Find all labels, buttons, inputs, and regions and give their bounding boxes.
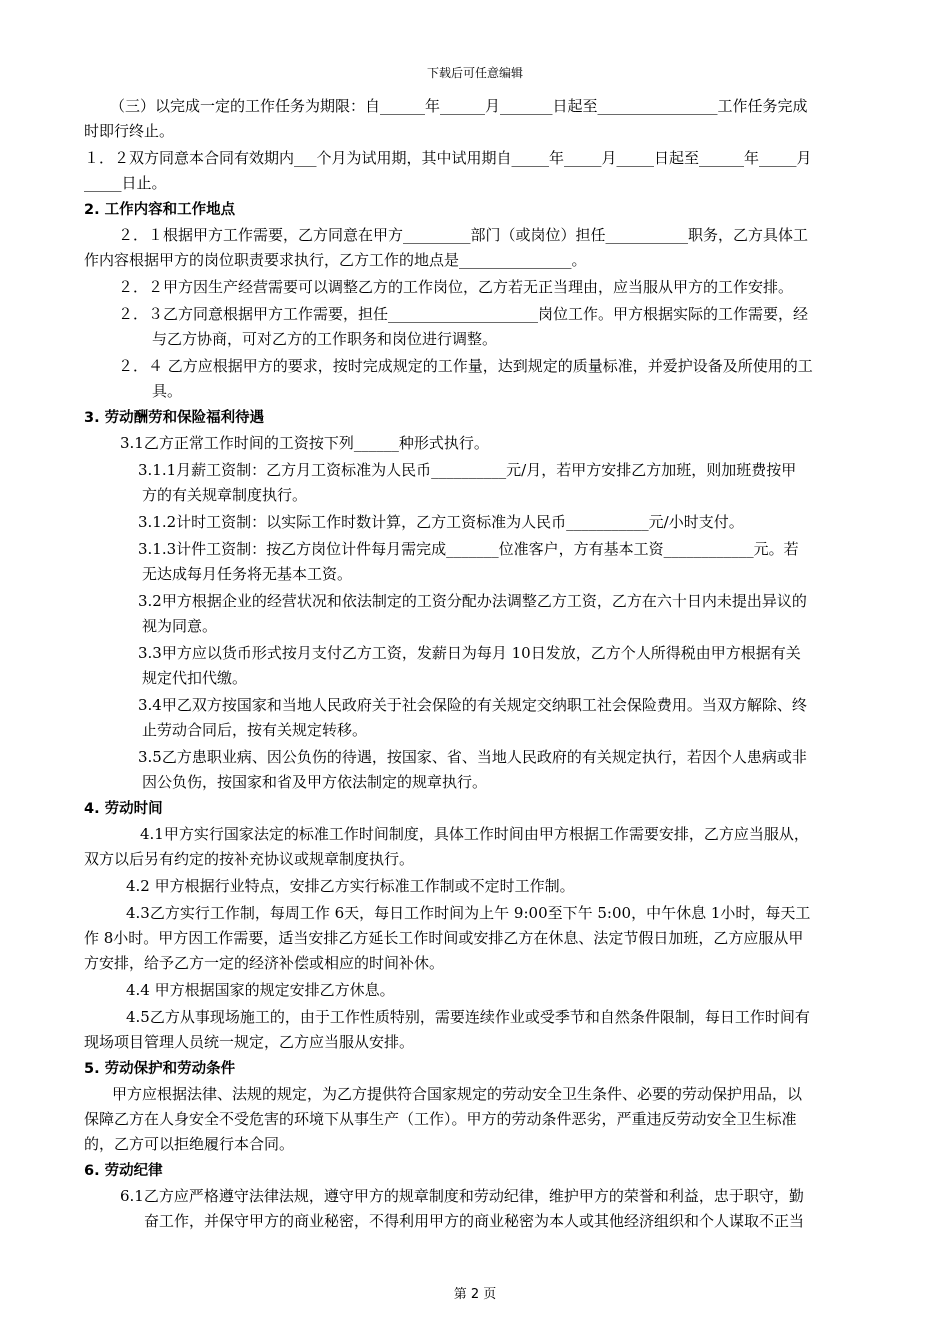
text-line: 6.1乙方应严格遵守法律法规，遵守甲方的规章制度和劳动纪律，维护甲方的荣誉和利益，忠于职守，勤 (120, 1187, 804, 1205)
text-line: 3.3甲方应以货币形式按月支付乙方工资，发薪日为每月 10日发放，乙方个人所得税由甲方根据有关 (138, 644, 801, 662)
text-line: ２．４ 乙方应根据甲方的要求，按时完成规定的工作量，达到规定的质量标准，并爱护设备及所使用的工 (118, 357, 813, 375)
text-line: 3.2甲方根据企业的经营状况和依法制定的工资分配办法调整乙方工资，乙方在六十日内未提出异议的 (138, 592, 807, 610)
text-line: 双方以后另有约定的按补充协议或规章制度执行。 (84, 850, 415, 868)
clause-1-2 (84, 146, 890, 196)
text-line: 3.1乙方正常工作时间的工资按下列______种形式执行。 (120, 434, 489, 452)
text-line: 4.2 甲方根据行业特点，安排乙方实行标准工作制或不定时工作制。 (126, 877, 575, 895)
text-line: 方的有关规章制度执行。 (142, 486, 308, 504)
clause-3-1-3 (84, 537, 890, 587)
section-heading-5: 5. 劳动保护和劳动条件 (84, 1061, 236, 1077)
clause-3-2 (84, 589, 890, 639)
clause-3-5 (84, 745, 890, 795)
clause-4-5 (84, 1005, 890, 1055)
contract-body (84, 94, 890, 1236)
text-line: 方安排，给予乙方一定的经济补偿或相应的时间补休。 (84, 954, 445, 972)
section-heading-3: 3. 劳动酬劳和保险福利待遇 (84, 410, 265, 426)
text-line: 3.1.3计件工资制：按乙方岗位计件每月需完成_______位准客户，方有基本工资____________元。若 (138, 540, 799, 558)
clause-3-1 (84, 431, 890, 456)
clause-4-3 (84, 901, 890, 976)
page-number: 第 2 页 (453, 1287, 497, 1302)
text-line: 具。 (152, 382, 183, 400)
clause-2-1 (84, 223, 890, 273)
page-header: 下载后可任意编辑 (426, 66, 523, 80)
text-line: _____日止。 (84, 174, 167, 192)
clause-3-4 (84, 693, 890, 743)
text-line: 3.5乙方患职业病、因公负伤的待遇，按国家、省、当地人民政府的有关规定执行，若因个人患病或非 (138, 748, 807, 766)
section-heading-4: 4. 劳动时间 (84, 801, 163, 817)
text-line: 4.5乙方从事现场施工的，由于工作性质特别，需要连续作业或受季节和自然条件限制，每日工作时间有 (126, 1008, 810, 1026)
text-line: 与乙方协商，可对乙方的工作职务和岗位进行调整。 (152, 330, 498, 348)
text-line: 甲方应根据法律、法规的规定，为乙方提供符合国家规定的劳动安全卫生条件、必要的劳动保护用品，以 (112, 1085, 803, 1103)
text-line: ２．２甲方因生产经营需要可以调整乙方的工作岗位，乙方若无正当理由，应当服从甲方的工作安排。 (118, 278, 794, 296)
text-line: （三）以完成一定的工作任务为期限：自______年______月_______日起至________________工作任务完成 (110, 97, 808, 115)
text-line: 无达成每月任务将无基本工资。 (142, 565, 353, 583)
clause-4-2 (84, 874, 890, 899)
text-line: 4.3乙方实行工作制，每周工作 6天，每日工作时间为上午 9:00至下午 5:00，中午休息 1小时，每天工 (126, 904, 811, 922)
clause-4-1 (84, 822, 890, 872)
clause-2-2 (84, 275, 890, 300)
section-heading-6: 6. 劳动纪律 (84, 1163, 163, 1179)
text-line: 奋工作，并保守甲方的商业秘密，不得利用甲方的商业秘密为本人或其他经济组织和个人谋取不正当 (144, 1212, 805, 1230)
clause-2-4 (84, 354, 890, 404)
text-line: ２．１根据甲方工作需要，乙方同意在甲方_________部门（或岗位）担任___________职务，乙方具体工 (118, 226, 809, 244)
clause-3-1-1 (84, 458, 890, 508)
text-line: 作内容根据甲方的岗位职责要求执行，乙方工作的地点是_______________。 (84, 251, 587, 269)
text-line: 时即行终止。 (84, 122, 175, 140)
text-line: 4.1甲方实行国家法定的标准工作时间制度，具体工作时间由甲方根据工作需要安排，乙方应当服从， (140, 825, 809, 843)
text-line: 现场项目管理人员统一规定，乙方应当服从安排。 (84, 1033, 415, 1051)
clause-2-3 (84, 302, 890, 352)
text-line: 保障乙方在人身安全不受危害的环境下从事生产（工作）。甲方的劳动条件恶劣，严重违反劳动安全卫生标准 (84, 1110, 797, 1128)
text-line: １．２双方同意本合同有效期内___个月为试用期，其中试用期自_____年_____月_____日起至______年_____月 (84, 149, 812, 167)
text-line: 作 8小时。甲方因工作需要，适当安排乙方延长工作时间或安排乙方在休息、法定节假日加班，乙方应服从甲 (84, 929, 804, 947)
clause-4-4 (84, 978, 890, 1003)
clause-1-3 (84, 94, 890, 144)
text-line: 3.4甲乙双方按国家和当地人民政府关于社会保险的有关规定交纳职工社会保险费用。当双方解除、终 (138, 696, 807, 714)
text-line: 3.1.2计时工资制：以实际工作时数计算，乙方工资标准为人民币___________元/小时支付。 (138, 513, 744, 531)
section-heading-2: 2. 工作内容和工作地点 (84, 202, 236, 218)
text-line: 止劳动合同后，按有关规定转移。 (142, 721, 368, 739)
text-line: 4.4 甲方根据国家的规定安排乙方休息。 (126, 981, 395, 999)
clause-6-1 (84, 1184, 890, 1234)
clause-5 (84, 1082, 890, 1157)
text-line: 3.1.1月薪工资制：乙方月工资标准为人民币__________元/月，若甲方安排乙方加班，则加班费按甲 (138, 461, 797, 479)
text-line: ２．３乙方同意根据甲方工作需要，担任____________________岗位工作。甲方根据实际的工作需要，经 (118, 305, 809, 323)
clause-3-3 (84, 641, 890, 691)
text-line: 因公负伤，按国家和省及甲方依法制定的规章执行。 (142, 773, 488, 791)
text-line: 规定代扣代缴。 (142, 669, 248, 687)
text-line: 视为同意。 (142, 617, 218, 635)
text-line: 的，乙方可以拒绝履行本合同。 (84, 1135, 295, 1153)
clause-3-1-2 (84, 510, 890, 535)
